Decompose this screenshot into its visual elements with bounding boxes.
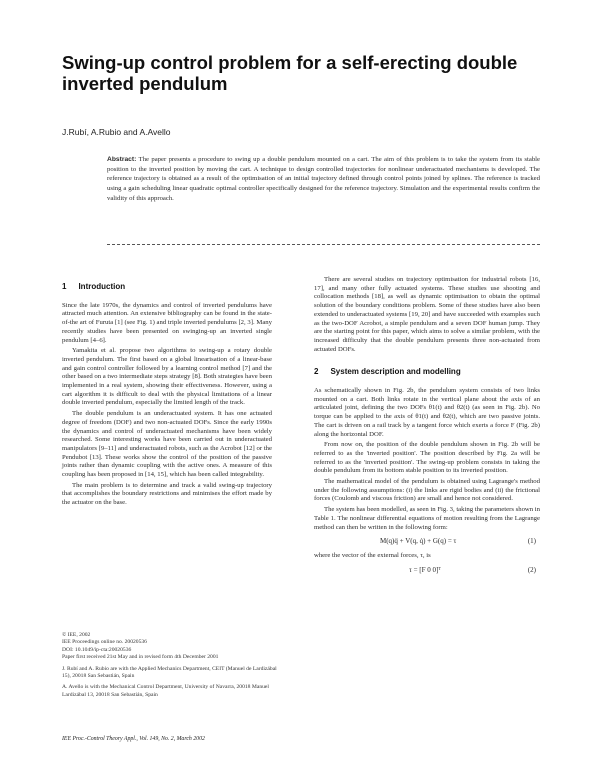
left-column [62,283,272,510]
footnote-line: J. Rubí and A. Rubio are with the Applied Mechanics Department, CEIT (Manuel de Lardizábal 15), 20018 San Sebastián, Spain [62,665,277,680]
footnote-line: A. Avello is with the Mechanical Control Department, University of Navarra, 20018 Manuel Lardizábal 13, 20018 San Sebastián, Spain [62,684,269,698]
equation-expression: τ = [F 0 0]ᵀ [409,565,441,574]
section-heading-system [314,368,540,377]
paragraph: As schematically shown in Fig. 2b, the pendulum system consists of two links mounted on a cart. Both links rotate in the vertical plane about the axis of an articulated joint, defining the two DOFs θ1(t) and θ2(t) (as seen in Fig. 2b). No torque can be applied to the axis of θ1(t) and θ2(t), which are two passive joints. The cart is driven on a rail track by a tangent force which exerts a force F (Fig. 2b) along the horizontal DOF. [314,387,540,438]
paragraph: The mathematical model of the pendulum is obtained using Lagrange's method under the following assumptions: (i) the links are rigid bodies and (ii) the frictional forces (Coulomb and viscous friction) are small and hence not considered. [314,478,540,503]
equation-number: (1) [527,537,536,546]
paragraph: Since the late 1970s, the dynamics and control of inverted pendulums have attracted much attention. An extensive bibliography can be found in the state-of-the art of Furuta [1] (see Fig. 1) and triple inverted pendulums [2, 3]. Many recently studies have been presented on swinging-up an inverted single pendulum [4–6]. [62,301,272,344]
abstract-divider [107,244,540,245]
footnote-line: Paper first received 21st May and in revised form 4th December 2001 [62,654,219,661]
abstract-label: Abstract: [107,156,137,163]
paragraph: The double pendulum is an underactuated system. It has one actuated degree of freedom (DOF) and two non-actuated DOFs. Since the early 1990s the dynamics and control of underactuated mechanisms have been widely researched. Some interesting works have been carried out in underactuated manipulators [9–11] and underactuated robots, such as the Acrobot [12] or the Pendubot [13]. These works show the control of the position of the passive joints rather than dynamic coupling with the active ones. A measure of this coupling has been proposed in [14, 15], which has been called integrability. [62,410,272,479]
right-column [314,276,540,580]
equation-number: (2) [527,565,536,574]
equation-2 [314,566,540,575]
paragraph: The system has been modelled, as seen in Fig. 3, taking the parameters shown in Table 1. The nonlinear differential equations of motion resulting from the Lagrange method can then be written in the following form: [314,506,540,531]
equation-expression: M(q)q̈ + V(q, q̇) + G(q) = τ [380,537,457,546]
section-number: 1 [62,282,67,291]
paragraph: Yamakita et al. propose two algorithms to swing-up a rotary double inverted pendulum. The first based on a global linearisation of a linear-base and gain control controller followed by a learning control method [7] and the other based on a two intermediate steps strategy [8]. Both strategies have been implemented in a real system, showing their effectiveness. However, using a cart algorithm it is difficult to deal with the physical limitations of a linear double inverted pendulum, especially the limited length of the track. [62,347,272,407]
abstract-text: The paper presents a procedure to swing up a double pendulum mounted on a cart. The aim of this problem is to take the system from its stable position to the inverted position by moving the cart. A technique to design controlled trajectories for nonlinear underactuated mechanisms is developed. The reference trajectory is obtained as a result of the optimisation of an initial trajectory defined through control points joined by splines. The reference is tracked using a gain scheduling linear quadratic optimal controller specifically designed for the reference trajectory. Simulation and the experimental results confirm the validity of this approach. [107,156,540,202]
footnote-line: DOI: 10.1049/ip-cta:20020536 [62,646,132,653]
section-number: 2 [314,367,319,377]
section-title: System description and modelling [330,367,461,377]
equation-1 [314,537,540,546]
abstract [107,155,540,204]
section-heading-introduction [62,283,272,292]
paragraph: From now on, the position of the double pendulum shown in Fig. 2b will be referred to as the 'inverted position'. The position described by Fig. 2a will be referred to as the 'inverted position'. The swing-up problem consists in taking the double pendulum from its bottom stable position to its inverted position. [314,441,540,475]
authors: J.Rubí, A.Rubio and A.Avello [62,127,171,137]
footnote-block [62,632,282,699]
section-title: Introduction [78,282,126,291]
paragraph: There are several studies on trajectory optimisation for industrial robots [16, 17], and many other fully actuated systems. These studies use shooting and collocation methods [18], as well as dynamic optimisation to obtain the optimal solution of the boundary conditions problem. Some of these studies have also been extended to underactuated systems [19, 20] and have succeeded with examples such as the two-DOF Acrobot, a simple pendulum and a seven DOF human jump. They are the starting point for this paper, which aims to solve a similar problem, with the increased difficulty that the double pendulum presents three non-actuated from actuated DOFs. [314,276,540,353]
journal-footer: IEE Proc.-Control Theory Appl., Vol. 149, No. 2, March 2002 [62,736,205,742]
footnote-line: © IEE, 2002 [62,632,91,638]
footnote-line: IEE Proceedings online no. 20020536 [62,639,147,646]
paper-title: Swing-up control problem for a self-erecting double inverted pendulum [62,52,518,94]
paragraph: where the vector of the external forces, τ, is [314,551,431,559]
paragraph: The main problem is to determine and track a valid swing-up trajectory that accomplishes the boundary restrictions and minimises the effort made by the actuator on the base. [62,481,272,507]
